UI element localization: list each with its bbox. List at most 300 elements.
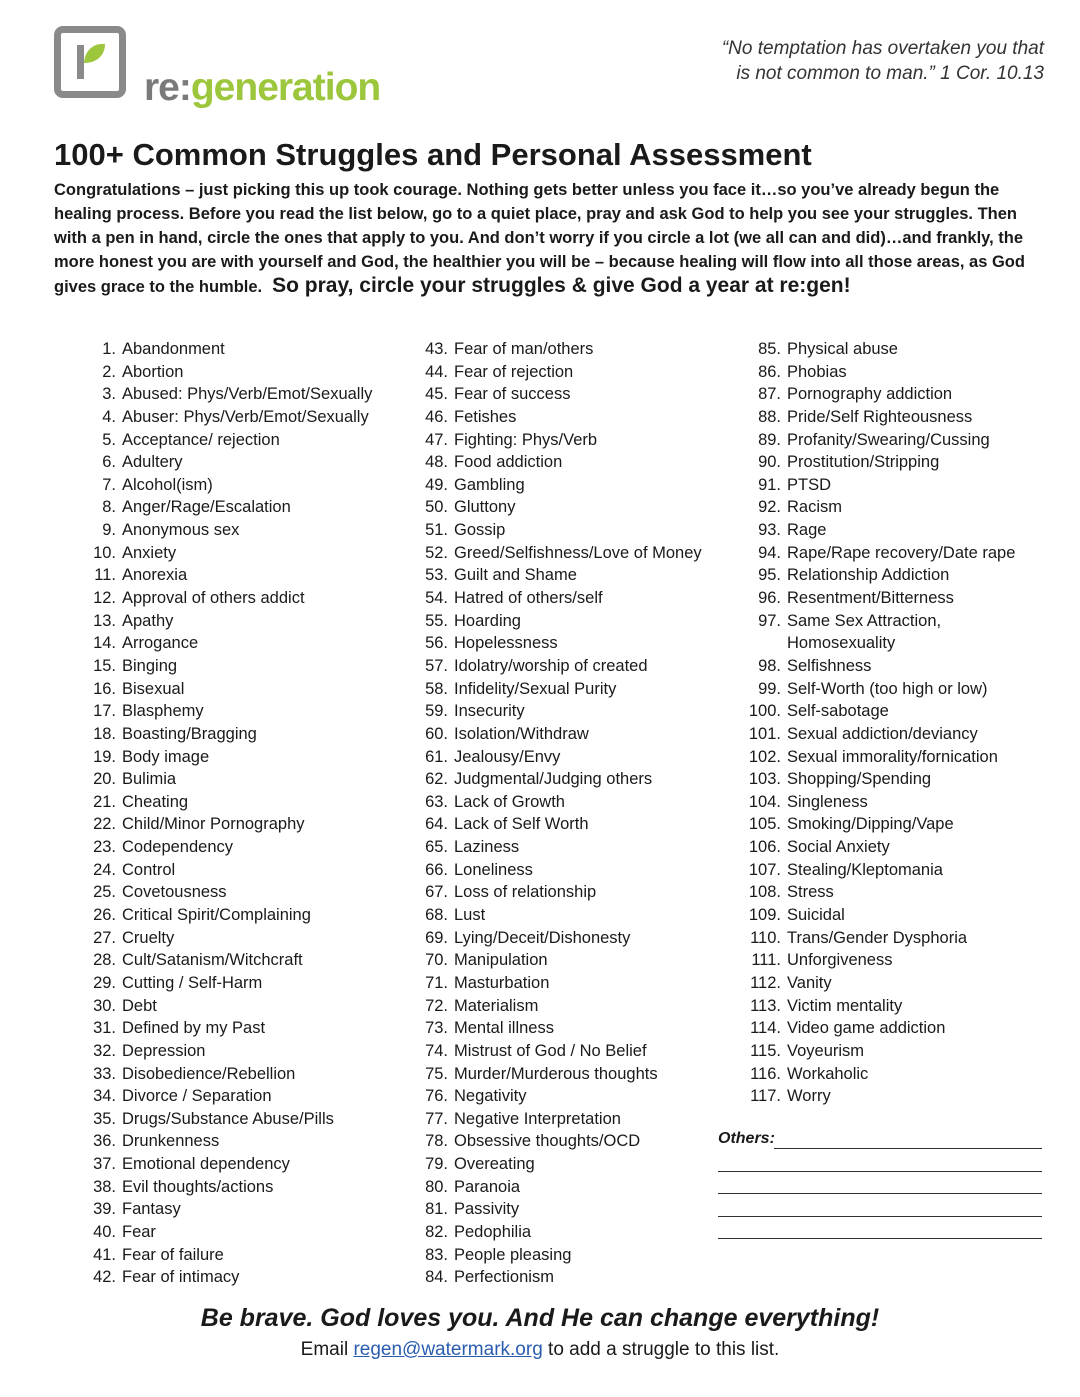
- struggle-label: Debt: [122, 996, 157, 1015]
- struggle-item[interactable]: [70, 1130, 372, 1153]
- struggle-item[interactable]: [735, 361, 1015, 384]
- struggle-item[interactable]: [735, 881, 1015, 904]
- struggle-item[interactable]: [402, 406, 702, 429]
- struggle-number: 25.: [93, 883, 116, 902]
- struggle-label: Codependency: [122, 838, 234, 857]
- struggle-label: Resentment/Bitterness: [787, 589, 954, 608]
- struggle-label: Apathy: [122, 611, 174, 630]
- struggle-item[interactable]: [402, 700, 702, 723]
- email-suffix: to add a struggle to this list.: [548, 1339, 780, 1360]
- struggles-column-3: [735, 338, 1015, 1108]
- struggle-number: 84.: [425, 1268, 448, 1287]
- struggle-label: Relationship Addiction: [787, 566, 950, 585]
- struggle-label: Covetousness: [122, 883, 227, 902]
- struggle-label: Evil thoughts/actions: [122, 1177, 274, 1196]
- struggle-item[interactable]: [402, 496, 702, 519]
- struggles-column-2: [402, 338, 702, 1289]
- struggle-label: Fear: [122, 1222, 156, 1241]
- struggle-number: 27.: [93, 928, 116, 947]
- struggle-item[interactable]: [735, 564, 1015, 587]
- struggle-number: 92.: [758, 498, 781, 517]
- struggle-item[interactable]: [70, 406, 372, 429]
- struggle-item[interactable]: [402, 1017, 702, 1040]
- struggle-label: Disobedience/Rebellion: [122, 1064, 296, 1083]
- struggle-label: Social Anxiety: [787, 838, 890, 857]
- struggle-item[interactable]: [70, 1244, 372, 1267]
- logo-wordmark: re:generation: [144, 66, 381, 109]
- struggle-item[interactable]: [70, 1198, 372, 1221]
- struggle-label: Anorexia: [122, 566, 188, 585]
- struggle-item[interactable]: [70, 587, 372, 610]
- struggle-item[interactable]: [735, 723, 1015, 746]
- struggle-item[interactable]: [735, 655, 1015, 678]
- struggle-item[interactable]: [70, 1040, 372, 1063]
- struggle-item[interactable]: [735, 995, 1015, 1018]
- struggle-item[interactable]: [402, 1153, 702, 1176]
- struggle-label: Unforgiveness: [787, 951, 893, 970]
- struggle-item[interactable]: [402, 451, 702, 474]
- struggle-label: Negative Interpretation: [454, 1109, 621, 1128]
- struggle-item[interactable]: [70, 383, 372, 406]
- struggle-number: 34.: [93, 1087, 116, 1106]
- intro-text: Congratulations – just picking this up took courage. Nothing gets better unless you face it…so you’ve already begun the healing process. Before you read the list below, go to a quiet place, pray and ask God to help you see your struggles. Then with a pen in hand, circle the ones that apply to you. And don’t worry if you circle a lot (we all can and did)…and frankly, the more honest you are with yourself and God, the healthier you will be – because healing will flow into all those areas, as God gives grace to the humble.: [54, 181, 1025, 296]
- struggle-number: 64.: [425, 815, 448, 834]
- struggle-number: 110.: [750, 928, 781, 947]
- email-prefix: Email: [300, 1339, 349, 1360]
- struggle-label: Anxiety: [122, 543, 177, 562]
- struggle-label: Blasphemy: [122, 702, 204, 721]
- struggle-number: 42.: [93, 1268, 116, 1287]
- struggle-label: Hatred of others/self: [454, 589, 603, 608]
- struggle-item[interactable]: [735, 338, 1015, 361]
- struggle-item[interactable]: [402, 836, 702, 859]
- struggle-label: Abuser: Phys/Verb/Emot/Sexually: [122, 407, 369, 426]
- struggle-label: Critical Spirit/Complaining: [122, 906, 311, 925]
- struggle-label: Cheating: [122, 792, 189, 811]
- struggle-item[interactable]: [402, 632, 702, 655]
- struggle-number: 46.: [425, 407, 448, 426]
- struggle-item[interactable]: [402, 859, 702, 882]
- struggle-item[interactable]: [70, 949, 372, 972]
- struggle-label: Fear of man/others: [454, 340, 594, 358]
- struggle-number: 49.: [425, 475, 448, 494]
- struggle-label: Bulimia: [122, 770, 177, 789]
- struggle-item[interactable]: [735, 927, 1015, 950]
- struggle-label: Lack of Growth: [454, 792, 565, 811]
- struggle-label: Arrogance: [122, 634, 199, 653]
- struggle-label: Cutting / Self-Harm: [122, 973, 263, 992]
- struggle-number: 16.: [93, 679, 116, 698]
- quote-line-1: “No temptation has overtaken you that: [721, 38, 1044, 59]
- struggle-number: 38.: [93, 1177, 116, 1196]
- struggle-number: 55.: [425, 611, 448, 630]
- struggle-label: Singleness: [787, 792, 868, 811]
- struggle-item[interactable]: [402, 768, 702, 791]
- struggle-label: Fantasy: [122, 1200, 181, 1219]
- struggle-label: Insecurity: [454, 702, 525, 721]
- others-input-line[interactable]: [718, 1171, 1042, 1172]
- struggle-item[interactable]: [70, 1266, 372, 1289]
- struggle-item[interactable]: [70, 1085, 372, 1108]
- struggle-item[interactable]: [402, 1221, 702, 1244]
- struggle-label: Overeating: [454, 1155, 535, 1174]
- struggle-number: 111.: [751, 951, 781, 970]
- struggle-item[interactable]: [402, 1085, 702, 1108]
- struggle-number: 81.: [425, 1200, 448, 1219]
- struggle-item[interactable]: [70, 655, 372, 678]
- struggle-number: 101.: [748, 724, 781, 743]
- struggle-number: 61.: [425, 747, 448, 766]
- struggle-label: PTSD: [787, 475, 832, 494]
- struggle-item[interactable]: [735, 519, 1015, 542]
- struggle-label: Loneliness: [454, 860, 533, 879]
- struggle-number: 85.: [758, 340, 781, 358]
- struggle-item[interactable]: [402, 723, 702, 746]
- struggle-item[interactable]: [735, 496, 1015, 519]
- struggle-label: Obsessive thoughts/OCD: [454, 1132, 641, 1151]
- struggle-item[interactable]: [70, 972, 372, 995]
- struggle-number: 115.: [750, 1041, 781, 1060]
- struggle-item[interactable]: [402, 1176, 702, 1199]
- struggle-number: 65.: [425, 838, 448, 857]
- struggle-item[interactable]: [402, 1040, 702, 1063]
- struggle-label: Abandonment: [122, 340, 225, 358]
- struggle-number: 77.: [425, 1109, 448, 1128]
- others-input-line[interactable]: [718, 1193, 1042, 1194]
- struggle-item[interactable]: [735, 949, 1015, 972]
- struggle-item[interactable]: [70, 1017, 372, 1040]
- struggle-item[interactable]: [402, 1244, 702, 1267]
- struggle-label: Fear of rejection: [454, 362, 574, 381]
- struggle-label: Materialism: [454, 996, 539, 1015]
- struggle-number: 59.: [425, 702, 448, 721]
- struggle-number: [735, 632, 787, 655]
- struggle-item[interactable]: [735, 836, 1015, 859]
- struggle-number: 100.: [748, 702, 781, 721]
- struggle-label: Masturbation: [454, 973, 550, 992]
- struggle-item[interactable]: [70, 859, 372, 882]
- struggle-item[interactable]: [70, 1153, 372, 1176]
- struggle-label: Food addiction: [454, 453, 563, 472]
- struggle-number: 6.: [102, 453, 116, 472]
- struggle-number: 28.: [93, 951, 116, 970]
- struggle-item[interactable]: [70, 995, 372, 1018]
- struggle-item[interactable]: [402, 1198, 702, 1221]
- struggle-label: Loss of relationship: [454, 883, 597, 902]
- struggle-number: 107.: [748, 860, 781, 879]
- struggle-item[interactable]: [402, 791, 702, 814]
- struggle-item[interactable]: [735, 474, 1015, 497]
- others-input-line[interactable]: [718, 1238, 1042, 1239]
- struggle-item[interactable]: [402, 429, 702, 452]
- struggle-number: 32.: [93, 1041, 116, 1060]
- struggle-label: Drunkenness: [122, 1132, 220, 1151]
- struggle-number: 8.: [102, 498, 116, 517]
- struggle-number: 12.: [93, 589, 116, 608]
- struggle-item[interactable]: [735, 700, 1015, 723]
- struggle-item[interactable]: [70, 678, 372, 701]
- struggle-number: 60.: [425, 724, 448, 743]
- struggle-number: 40.: [93, 1222, 116, 1241]
- struggle-item[interactable]: [70, 361, 372, 384]
- struggle-item[interactable]: [70, 632, 372, 655]
- struggle-number: 2.: [102, 362, 116, 381]
- struggle-item[interactable]: [70, 429, 372, 452]
- struggle-label: Pornography addiction: [787, 385, 953, 404]
- struggle-item[interactable]: [735, 610, 1015, 633]
- struggle-number: 109.: [748, 906, 781, 925]
- struggle-number: 95.: [758, 566, 781, 585]
- struggle-item[interactable]: [70, 1108, 372, 1131]
- struggle-item[interactable]: [70, 519, 372, 542]
- struggle-item[interactable]: [735, 587, 1015, 610]
- struggle-number: 67.: [425, 883, 448, 902]
- struggle-item[interactable]: [70, 791, 372, 814]
- regeneration-logo: [52, 26, 412, 118]
- struggle-label: Adultery: [122, 453, 183, 472]
- struggle-item[interactable]: [735, 451, 1015, 474]
- struggle-label: Self-Worth (too high or low): [787, 679, 988, 698]
- intro-callout: So pray, circle your struggles & give God a year at re:gen!: [272, 274, 851, 297]
- struggle-item[interactable]: [402, 1266, 702, 1289]
- others-section: [718, 1130, 1042, 1148]
- struggle-item[interactable]: [70, 564, 372, 587]
- struggle-label: Fighting: Phys/Verb: [454, 430, 598, 449]
- struggle-item[interactable]: [735, 859, 1015, 882]
- struggle-number: 36.: [93, 1132, 116, 1151]
- struggle-label: Alcohol(ism): [122, 475, 213, 494]
- struggle-number: 5.: [102, 430, 116, 449]
- struggle-item[interactable]: [402, 1063, 702, 1086]
- struggle-label: Lying/Deceit/Dishonesty: [454, 928, 631, 947]
- struggle-number: 93.: [758, 521, 781, 540]
- struggle-label: Pedophilia: [454, 1222, 532, 1241]
- struggle-item[interactable]: [735, 678, 1015, 701]
- email-link[interactable]: regen@watermark.org: [353, 1339, 543, 1360]
- struggle-label: Hoarding: [454, 611, 521, 630]
- struggle-item[interactable]: [402, 995, 702, 1018]
- struggle-label: Profanity/Swearing/Cussing: [787, 430, 990, 449]
- struggle-item[interactable]: [735, 904, 1015, 927]
- struggle-label: Body image: [122, 747, 210, 766]
- struggle-item[interactable]: [70, 542, 372, 565]
- struggle-number: 29.: [93, 973, 116, 992]
- struggle-number: 69.: [425, 928, 448, 947]
- struggle-item[interactable]: [70, 1221, 372, 1244]
- struggle-number: 106.: [748, 838, 781, 857]
- struggle-label: Manipulation: [454, 951, 548, 970]
- struggle-item[interactable]: [402, 610, 702, 633]
- struggle-label: Paranoia: [454, 1177, 521, 1196]
- struggle-label: Control: [122, 860, 176, 879]
- struggle-number: 117.: [750, 1087, 781, 1106]
- struggle-number: 75.: [425, 1064, 448, 1083]
- struggle-item[interactable]: [402, 972, 702, 995]
- struggle-item[interactable]: [70, 904, 372, 927]
- struggle-item[interactable]: [735, 1085, 1015, 1108]
- struggle-item[interactable]: [402, 519, 702, 542]
- struggle-item[interactable]: [735, 632, 1015, 655]
- struggle-item[interactable]: [402, 383, 702, 406]
- struggle-label: Abortion: [122, 362, 184, 381]
- struggle-number: 104.: [748, 792, 781, 811]
- struggle-label: Divorce / Separation: [122, 1087, 272, 1106]
- struggle-label: Child/Minor Pornography: [122, 815, 305, 834]
- struggle-number: 63.: [425, 792, 448, 811]
- struggle-item[interactable]: [735, 429, 1015, 452]
- struggle-label: Approval of others addict: [122, 589, 305, 608]
- struggle-label: Fear of success: [454, 385, 571, 404]
- struggle-label: Physical abuse: [787, 340, 898, 358]
- struggle-item[interactable]: [402, 949, 702, 972]
- logo-mark-icon: [54, 26, 126, 98]
- struggle-label: Acceptance/ rejection: [122, 430, 280, 449]
- struggle-item[interactable]: [735, 972, 1015, 995]
- struggle-item[interactable]: [70, 700, 372, 723]
- struggle-item[interactable]: [735, 542, 1015, 565]
- struggle-item[interactable]: [70, 768, 372, 791]
- struggle-label: Drugs/Substance Abuse/Pills: [122, 1109, 334, 1128]
- struggle-item[interactable]: [735, 1040, 1015, 1063]
- struggle-label: Cruelty: [122, 928, 175, 947]
- others-input-line[interactable]: [774, 1148, 1042, 1149]
- struggle-number: 14.: [93, 634, 116, 653]
- struggle-label: Stealing/Kleptomania: [787, 860, 943, 879]
- struggle-number: 9.: [102, 521, 116, 540]
- struggle-item[interactable]: [735, 1017, 1015, 1040]
- struggle-number: 94.: [758, 543, 781, 562]
- struggle-label: Guilt and Shame: [454, 566, 577, 585]
- struggle-number: 31.: [93, 1019, 116, 1038]
- struggle-number: 48.: [425, 453, 448, 472]
- struggle-item[interactable]: [402, 1130, 702, 1153]
- struggle-number: 20.: [93, 770, 116, 789]
- struggle-label: Sexual immorality/fornication: [787, 747, 998, 766]
- struggle-item[interactable]: [70, 451, 372, 474]
- struggle-item[interactable]: [402, 542, 702, 565]
- struggle-item[interactable]: [70, 1176, 372, 1199]
- struggle-label: Bisexual: [122, 679, 185, 698]
- struggle-number: 96.: [758, 589, 781, 608]
- struggle-label: Phobias: [787, 362, 847, 381]
- struggle-item[interactable]: [70, 836, 372, 859]
- struggle-number: 98.: [758, 656, 781, 675]
- struggle-item[interactable]: [735, 791, 1015, 814]
- struggle-number: 99.: [758, 679, 781, 698]
- struggle-number: 56.: [425, 634, 448, 653]
- struggle-item[interactable]: [402, 655, 702, 678]
- struggle-number: 72.: [425, 996, 448, 1015]
- struggle-label: Anger/Rage/Escalation: [122, 498, 291, 517]
- struggle-item[interactable]: [70, 610, 372, 633]
- struggle-number: 24.: [93, 860, 116, 879]
- struggle-item[interactable]: [735, 813, 1015, 836]
- struggle-number: 113.: [750, 996, 781, 1015]
- others-label: Others:: [718, 1130, 775, 1147]
- struggle-item[interactable]: [70, 338, 372, 361]
- struggle-item[interactable]: [402, 881, 702, 904]
- struggle-number: 4.: [102, 407, 116, 426]
- struggle-label: Abused: Phys/Verb/Emot/Sexually: [122, 385, 373, 404]
- struggle-number: 13.: [93, 611, 116, 630]
- struggle-item[interactable]: [402, 927, 702, 950]
- struggle-item[interactable]: [735, 746, 1015, 769]
- struggle-item[interactable]: [735, 383, 1015, 406]
- struggle-number: 21.: [93, 792, 116, 811]
- struggle-label: Isolation/Withdraw: [454, 724, 589, 743]
- struggle-item[interactable]: [70, 881, 372, 904]
- struggle-number: 30.: [93, 996, 116, 1015]
- struggle-label: Boasting/Bragging: [122, 724, 257, 743]
- struggle-number: 35.: [93, 1109, 116, 1128]
- struggle-label: Gluttony: [454, 498, 516, 517]
- struggle-number: 112.: [750, 973, 781, 992]
- struggle-item[interactable]: [402, 1108, 702, 1131]
- struggle-item[interactable]: [735, 1063, 1015, 1086]
- struggle-number: 114.: [750, 1019, 781, 1038]
- struggle-item[interactable]: [402, 361, 702, 384]
- others-input-line[interactable]: [718, 1216, 1042, 1217]
- struggle-number: 91.: [758, 475, 781, 494]
- struggle-label: Judgmental/Judging others: [454, 770, 653, 789]
- struggle-number: 82.: [425, 1222, 448, 1241]
- struggle-item[interactable]: [70, 496, 372, 519]
- struggle-item[interactable]: [70, 723, 372, 746]
- struggle-number: 87.: [758, 385, 781, 404]
- struggle-number: 73.: [425, 1019, 448, 1038]
- struggle-number: 78.: [425, 1132, 448, 1151]
- struggle-label: Anonymous sex: [122, 521, 240, 540]
- page-title: 100+ Common Struggles and Personal Assessment: [54, 137, 812, 172]
- struggle-label: Trans/Gender Dysphoria: [787, 928, 968, 947]
- struggle-item[interactable]: [735, 406, 1015, 429]
- struggle-label: Infidelity/Sexual Purity: [454, 679, 617, 698]
- struggle-label: Self-sabotage: [787, 702, 889, 721]
- struggle-number: 3.: [102, 385, 116, 404]
- struggle-item[interactable]: [402, 474, 702, 497]
- struggle-number: 89.: [758, 430, 781, 449]
- struggle-number: 41.: [93, 1245, 116, 1264]
- struggle-item[interactable]: [402, 746, 702, 769]
- struggle-number: 37.: [93, 1155, 116, 1174]
- struggle-number: 44.: [425, 362, 448, 381]
- struggle-number: 47.: [425, 430, 448, 449]
- struggle-item[interactable]: [402, 813, 702, 836]
- struggle-number: 10.: [93, 543, 116, 562]
- footer-tagline: Be brave. God loves you. And He can change everything!: [200, 1304, 880, 1332]
- struggle-number: 50.: [425, 498, 448, 517]
- struggle-item[interactable]: [70, 474, 372, 497]
- struggle-item[interactable]: [735, 768, 1015, 791]
- struggle-label: Depression: [122, 1041, 206, 1060]
- struggle-label: Selfishness: [787, 656, 872, 675]
- struggle-item[interactable]: [70, 746, 372, 769]
- struggle-label: Fear of failure: [122, 1245, 224, 1264]
- struggle-number: 116.: [750, 1064, 781, 1083]
- struggle-item[interactable]: [70, 813, 372, 836]
- struggle-item[interactable]: [70, 1063, 372, 1086]
- struggle-number: 79.: [425, 1155, 448, 1174]
- struggle-number: 15.: [93, 656, 116, 675]
- struggle-item[interactable]: [402, 338, 702, 361]
- struggle-label: Suicidal: [787, 906, 845, 925]
- struggle-item[interactable]: [70, 927, 372, 950]
- struggle-item[interactable]: [402, 587, 702, 610]
- struggle-label: Video game addiction: [787, 1019, 946, 1038]
- struggle-item[interactable]: [402, 564, 702, 587]
- struggle-item[interactable]: [402, 678, 702, 701]
- struggle-item[interactable]: [402, 904, 702, 927]
